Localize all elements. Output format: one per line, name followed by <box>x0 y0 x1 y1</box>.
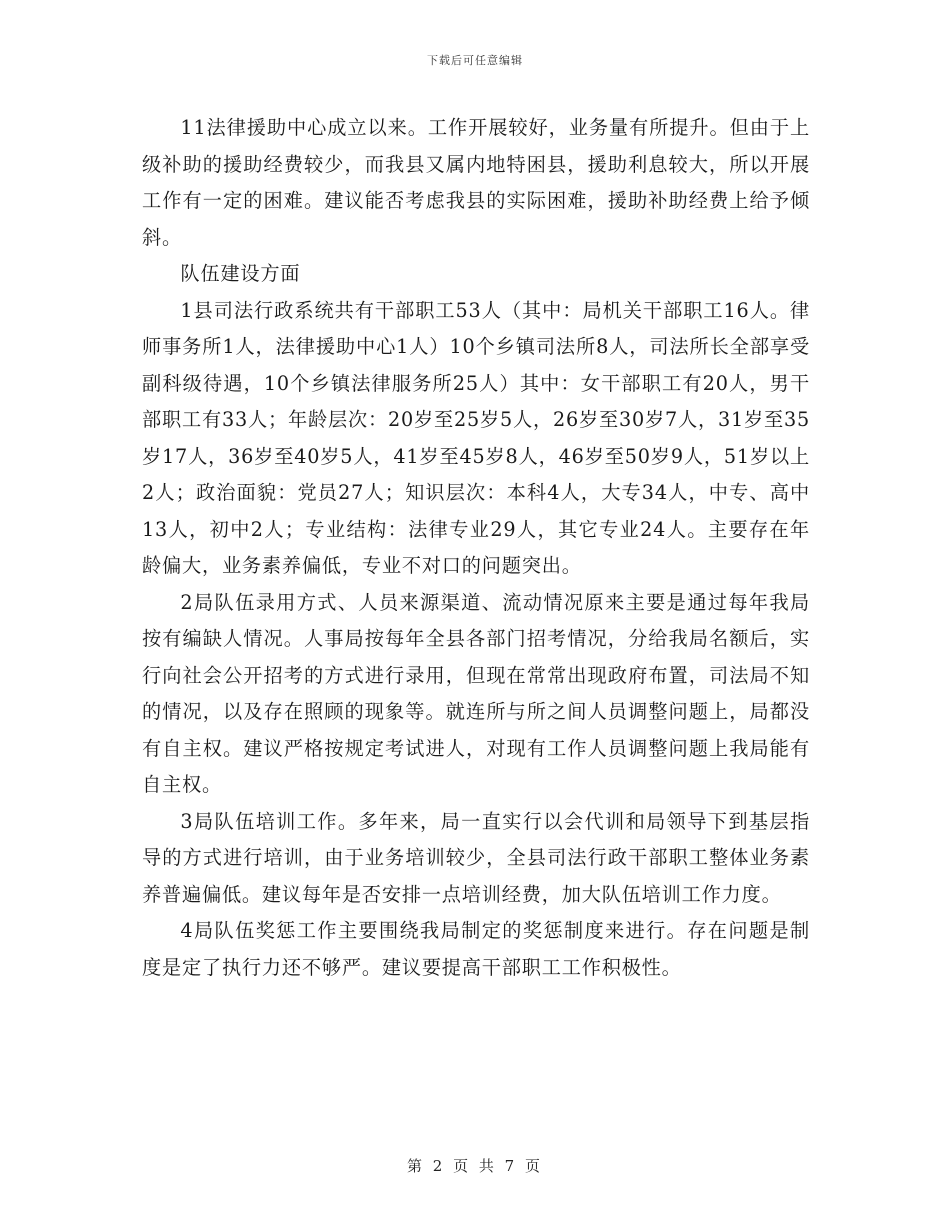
document-body <box>142 110 810 986</box>
paragraph-legal-aid: 11法律援助中心成立以来。工作开展较好，业务量有所提升。但由于上级补助的援助经费较少，而我县又属内地特困县，援助利息较大，所以开展工作有一定的困难。建议能否考虑我县的实际困难，援助补助经费上给予倾斜。 <box>142 116 810 249</box>
paragraph-recruitment: 2局队伍录用方式、人员来源渠道、流动情况原来主要是通过每年我局按有编缺人情况。人事局按每年全县各部门招考情况，分给我局名额后，实行向社会公开招考的方式进行录用，但现在常常出现政府布置，司法局不知的情况，以及存在照顾的现象等。就连所与所之间人员调整问题上，局都没有自主权。建议严格按规定考试进人，对现有工作人员调整问题上我局能有自主权。 <box>142 590 810 796</box>
paragraph-rewards-penalties: 4局队伍奖惩工作主要围绕我局制定的奖惩制度来进行。存在问题是制度是定了执行力还不够严。建议要提高干部职工工作积极性。 <box>142 919 810 979</box>
paragraph-training: 3局队伍培训工作。多年来，局一直实行以会代训和局领导下到基层指导的方式进行培训，由于业务培训较少，全县司法行政干部职工整体业务素养普遍偏低。建议每年是否安排一点培训经费，加大队伍培训工作力度。 <box>142 809 810 906</box>
page-number-footer: 第 2 页 共 7 页 <box>407 1157 543 1175</box>
paragraph-staff-composition: 1县司法行政系统共有干部职工53人（其中：局机关干部职工16人。律师事务所1人，法律援助中心1人）10个乡镇司法所8人，司法所长全部享受副科级待遇，10个乡镇法律服务所25人）其中：女干部职工有20人，男干部职工有33人；年龄层次：20岁至25岁5人，26岁至30岁7人，31岁至35岁17人，36岁至40岁5人，41岁至45岁8人，46岁至50岁9人，51岁以上2人；政治面貌：党员27人；知识层次：本科4人，大专34人，中专、高中13人，初中2人；专业结构：法律专业29人，其它专业24人。主要存在年龄偏大，业务素养偏低，专业不对口的问题突出。 <box>142 298 810 577</box>
page-header: 下载后可任意编辑 <box>427 54 523 67</box>
section-heading-team-building: 队伍建设方面 <box>180 262 301 285</box>
